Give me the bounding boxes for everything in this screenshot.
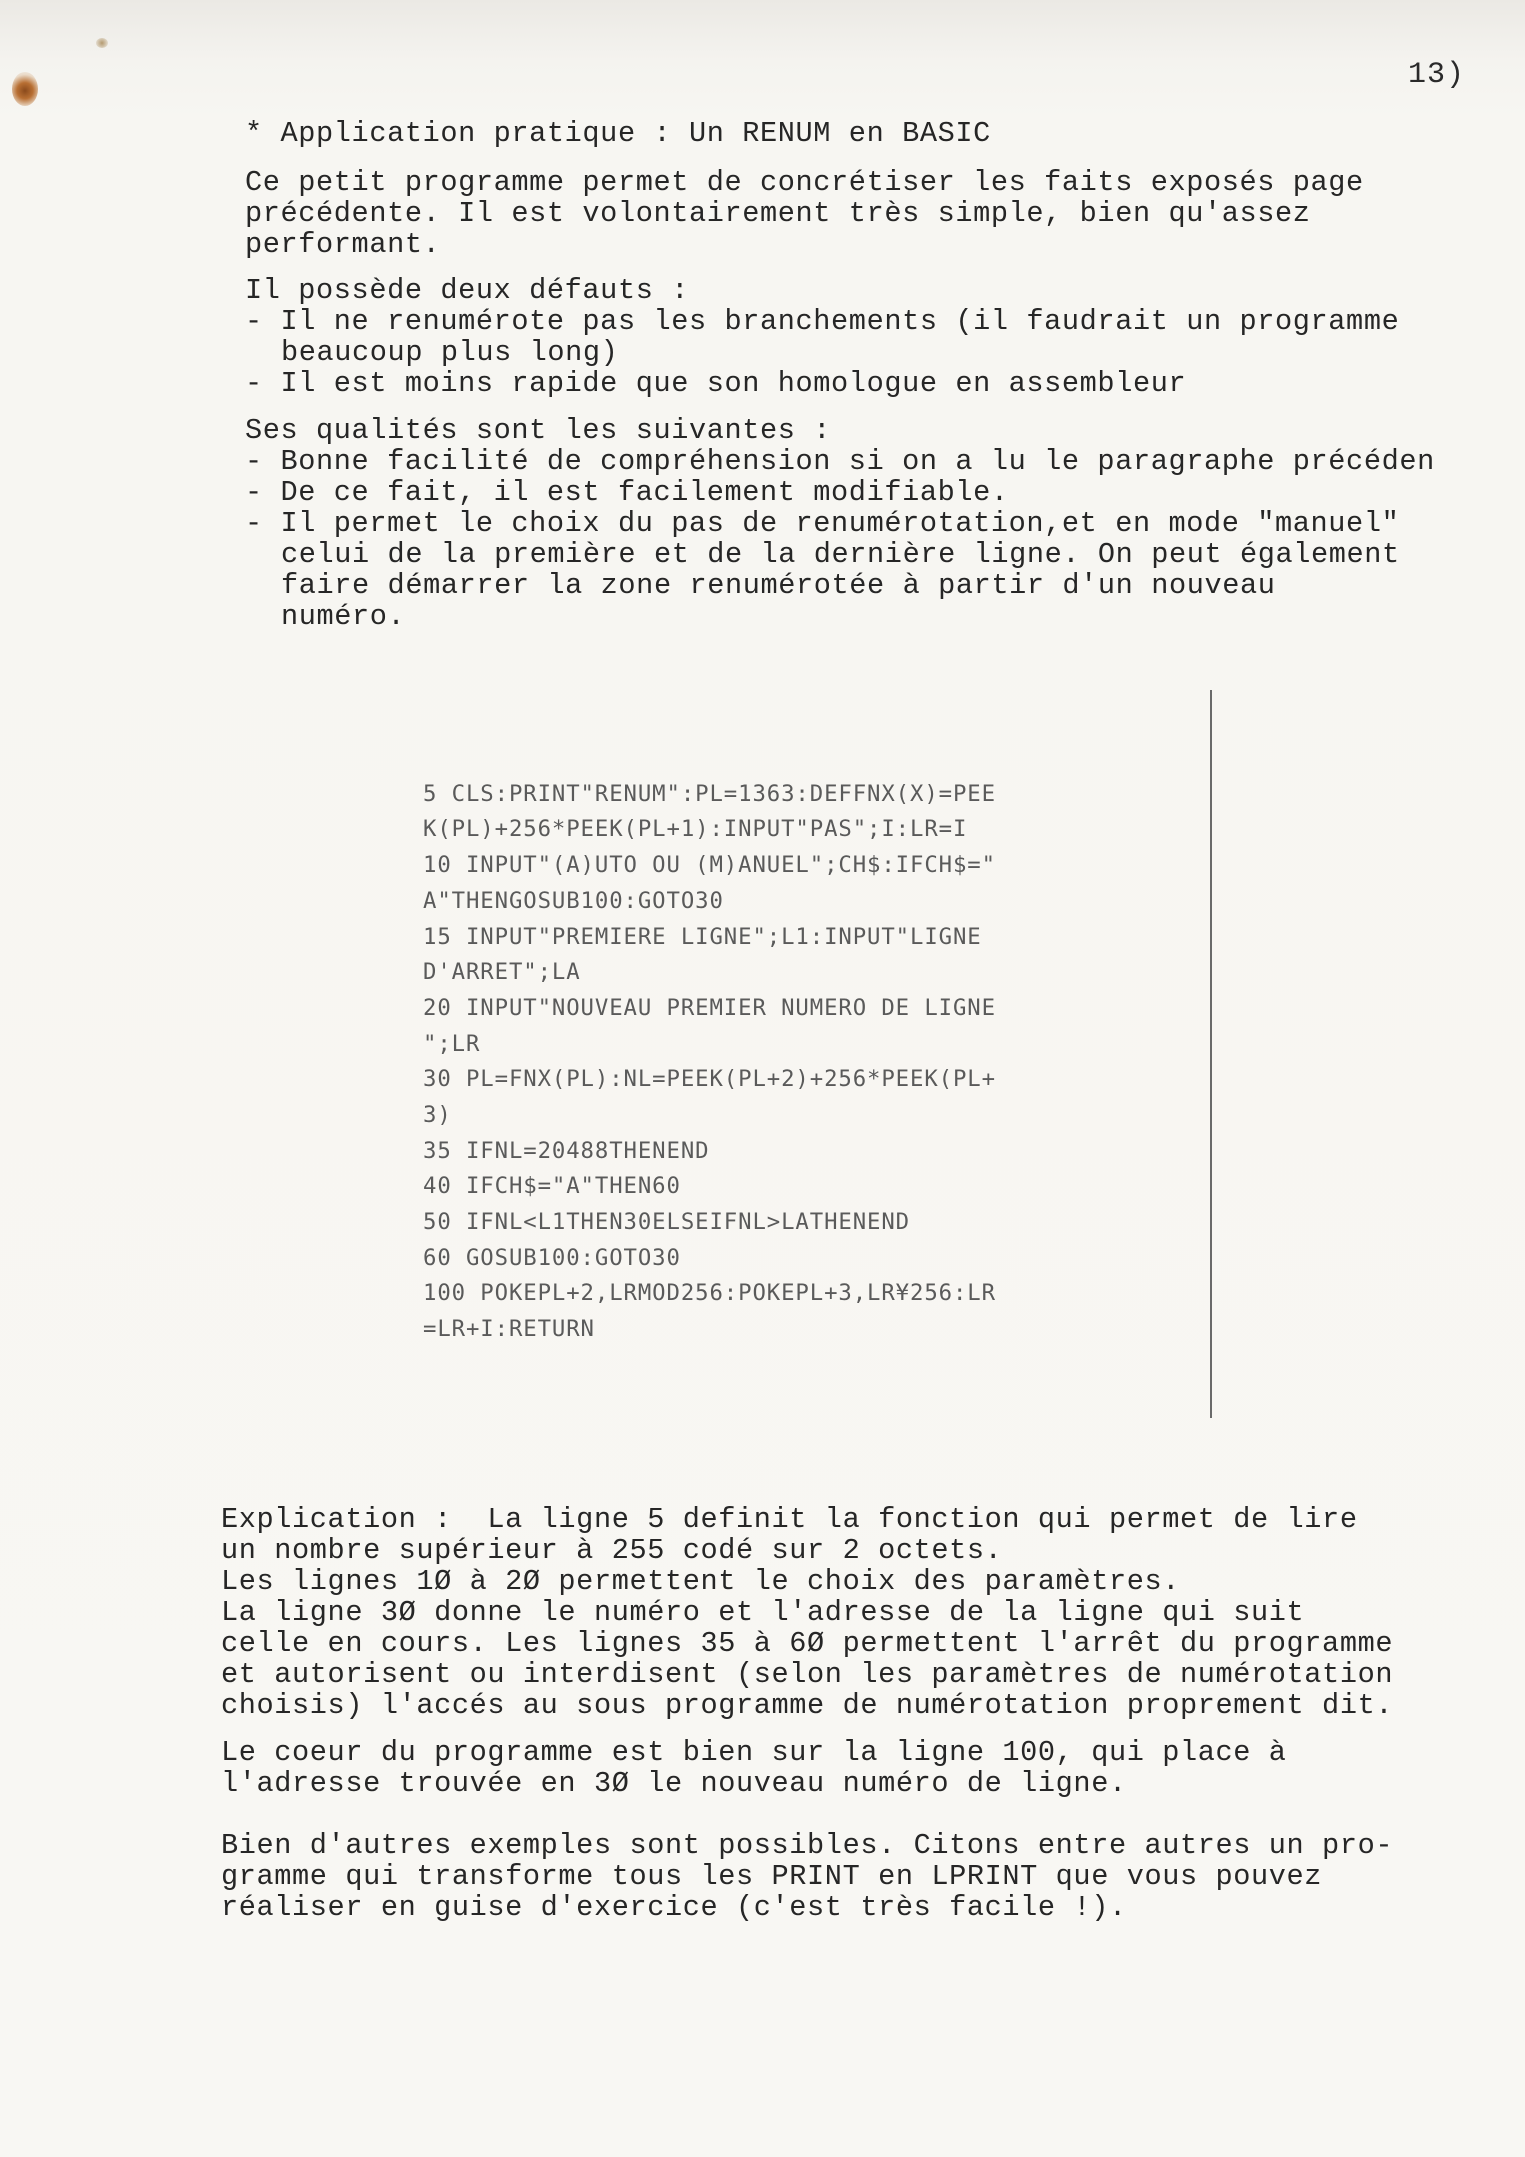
quality-item-continued: celui de la première et de la dernière ligne. On peut également	[281, 538, 1400, 571]
closing-line: gramme qui transforme tous les PRINT en LPRINT que vous pouvez	[221, 1860, 1323, 1893]
code-line: 100 POKEPL+2,LRMOD256:POKEPL+3,LR¥256:LR	[423, 1280, 996, 1306]
code-line: D'ARRET";LA	[423, 959, 581, 985]
heart-line: Le coeur du programme est bien sur la ligne 100, qui place à	[221, 1736, 1287, 1769]
explanation-line: un nombre supérieur à 255 codé sur 2 octets.	[221, 1534, 1003, 1567]
quality-item: - Bonne facilité de compréhension si on a lu le paragraphe précéden	[245, 445, 1435, 478]
defect-item: - Il est moins rapide que son homologue en assembleur	[245, 367, 1187, 400]
code-line: 15 INPUT"PREMIERE LIGNE";L1:INPUT"LIGNE	[423, 924, 982, 950]
code-line: ";LR	[423, 1031, 481, 1057]
listing-margin-rule	[1210, 690, 1212, 1418]
section-title: * Application pratique : Un RENUM en BASIC	[245, 117, 991, 150]
page-number: 13)	[1408, 58, 1466, 92]
closing-line: réaliser en guise d'exercice (c'est très facile !).	[221, 1891, 1127, 1924]
heart-line: l'adresse trouvée en 3Ø le nouveau numéro de ligne.	[221, 1767, 1127, 1800]
defect-item: - Il ne renumérote pas les branchements (il faudrait un programme	[245, 305, 1400, 338]
explanation-line: Explication : La ligne 5 definit la fonction qui permet de lire	[221, 1503, 1358, 1536]
code-line: =LR+I:RETURN	[423, 1316, 595, 1342]
code-line: 40 IFCH$="A"THEN60	[423, 1173, 681, 1199]
quality-item-continued: numéro.	[281, 600, 406, 633]
code-line: 5 CLS:PRINT"RENUM":PL=1363:DEFFNX(X)=PEE	[423, 781, 996, 807]
code-line: 30 PL=FNX(PL):NL=PEEK(PL+2)+256*PEEK(PL+	[423, 1066, 996, 1092]
code-line: 3)	[423, 1102, 452, 1128]
explanation-line: La ligne 3Ø donne le numéro et l'adresse de la ligne qui suit	[221, 1596, 1305, 1629]
intro-line: performant.	[245, 228, 441, 261]
dirt-mark	[96, 38, 108, 48]
code-line: K(PL)+256*PEEK(PL+1):INPUT"PAS";I:LR=I	[423, 816, 968, 842]
defects-heading: Il possède deux défauts :	[245, 274, 689, 307]
quality-item: - De ce fait, il est facilement modifiable.	[245, 476, 1009, 509]
rust-stain	[12, 72, 38, 106]
explanation-line: choisis) l'accés au sous programme de numérotation proprement dit.	[221, 1689, 1394, 1722]
code-line: 35 IFNL=20488THENEND	[423, 1138, 710, 1164]
quality-item-continued: faire démarrer la zone renumérotée à partir d'un nouveau	[281, 569, 1276, 602]
code-line: 50 IFNL<L1THEN30ELSEIFNL>LATHENEND	[423, 1209, 911, 1235]
quality-item: - Il permet le choix du pas de renumérotation,et en mode "manuel"	[245, 507, 1400, 540]
closing-line: Bien d'autres exemples sont possibles. Citons entre autres un pro-	[221, 1829, 1394, 1862]
code-line: 20 INPUT"NOUVEAU PREMIER NUMERO DE LIGNE	[423, 995, 996, 1021]
explanation-line: et autorisent ou interdisent (selon les paramètres de numérotation	[221, 1658, 1394, 1691]
code-line: 60 GOSUB100:GOTO30	[423, 1245, 681, 1271]
qualities-heading: Ses qualités sont les suivantes :	[245, 414, 832, 447]
defect-item-continued: beaucoup plus long)	[281, 336, 619, 369]
intro-line: précédente. Il est volontairement très simple, bien qu'assez	[245, 197, 1311, 230]
code-line: A"THENGOSUB100:GOTO30	[423, 888, 724, 914]
explanation-line: celle en cours. Les lignes 35 à 6Ø permettent l'arrêt du programme	[221, 1627, 1394, 1660]
explanation-line: Les lignes 1Ø à 2Ø permettent le choix des paramètres.	[221, 1565, 1180, 1598]
intro-line: Ce petit programme permet de concrétiser les faits exposés page	[245, 166, 1364, 199]
code-line: 10 INPUT"(A)UTO OU (M)ANUEL";CH$:IFCH$="	[423, 852, 996, 878]
